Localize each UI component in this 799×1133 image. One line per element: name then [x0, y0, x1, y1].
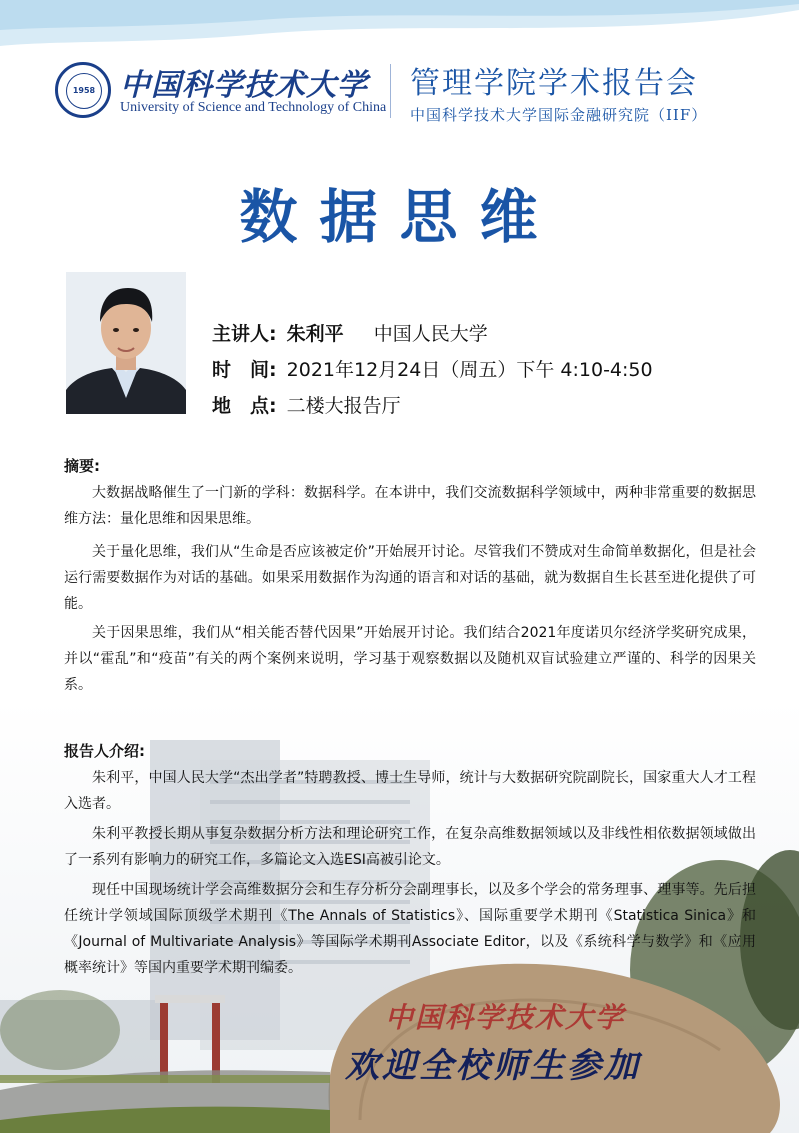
speaker-affiliation: 中国人民大学: [373, 323, 488, 345]
series-subtitle: 中国科学技术大学国际金融研究院（IIF）: [410, 106, 708, 124]
series-title: 管理学院学术报告会: [410, 66, 698, 101]
abstract-paragraph: 关于因果思维，我们从“相关能否替代因果”开始展开讨论。我们结合2021年度诺贝尔经济学奖研究成果，并以“霍乱”和“疫苗”有关的两个案例来说明，学习基于观察数据以及随机双盲试验建立严谨的、科学的因果关系。: [64, 625, 756, 693]
time-value: 2021年12月24日（周五）下午 4:10-4:50: [286, 359, 653, 381]
university-name-en: University of Science and Technology of China: [120, 100, 387, 115]
speaker-photo: [66, 272, 186, 414]
time-label: 时 间:: [212, 359, 277, 381]
page-title: 数据思维: [239, 183, 560, 251]
bio-paragraph: 朱利平，中国人民大学“杰出学者”特聘教授、博士生导师，统计与大数据研究院副院长，国家重大人才工程入选者。: [64, 770, 756, 812]
header-divider: [390, 64, 391, 118]
speaker-name: 朱利平: [286, 323, 344, 345]
abstract-paragraph: 关于量化思维，我们从“生命是否应该被定价”开始展开讨论。尽管我们不赞成对生命简单数据化，但是社会运行需要数据作为对话的基础。如果采用数据作为沟通的语言和对话的基础，就为数据自生长甚至进化提供了可能。: [64, 544, 756, 612]
university-name-cn: 中国科学技术大学: [120, 68, 368, 103]
time-row: [212, 352, 653, 388]
abstract-heading: 摘要:: [64, 457, 100, 475]
bio-heading: 报告人介绍:: [64, 742, 145, 760]
welcome-banner: 欢迎全校师生参加: [345, 1046, 641, 1086]
place-row: [212, 388, 653, 424]
stone-inscription: 中国科学技术大学: [385, 1001, 626, 1034]
place-label: 地 点:: [212, 395, 277, 417]
emblem-year: 1958: [66, 73, 102, 109]
speaker-info: [212, 316, 653, 424]
place-value: 二楼大报告厅: [286, 395, 401, 417]
bio-paragraph: 朱利平教授长期从事复杂数据分析方法和理论研究工作，在复杂高维数据领域以及非线性相依数据领域做出了一系列有影响力的研究工作，多篇论文入选ESI高被引论文。: [64, 826, 756, 868]
top-wave-decoration: [0, 0, 799, 60]
speaker-row: [212, 316, 653, 352]
abstract-paragraph: 大数据战略催生了一门新的学科：数据科学。在本讲中，我们交流数据科学领域中，两种非常重要的数据思维方法：量化思维和因果思维。: [64, 485, 756, 527]
university-emblem-icon: [55, 62, 111, 118]
speaker-label: 主讲人:: [212, 323, 277, 345]
header: [0, 60, 799, 130]
bio-paragraph: 现任中国现场统计学会高维数据分会和生存分析分会副理事长，以及多个学会的常务理事、理事等。先后担任统计学领域国际顶级学术期刊《The Annals of Statistics》、国际重要学术期刊《Statistica Sinica》和《Journal of Multivariate Analysis》等国际学术期刊Associate Editor，以及《系统科学与数学》和《应用概率统计》等国内重要学术期刊编委。: [64, 882, 756, 976]
